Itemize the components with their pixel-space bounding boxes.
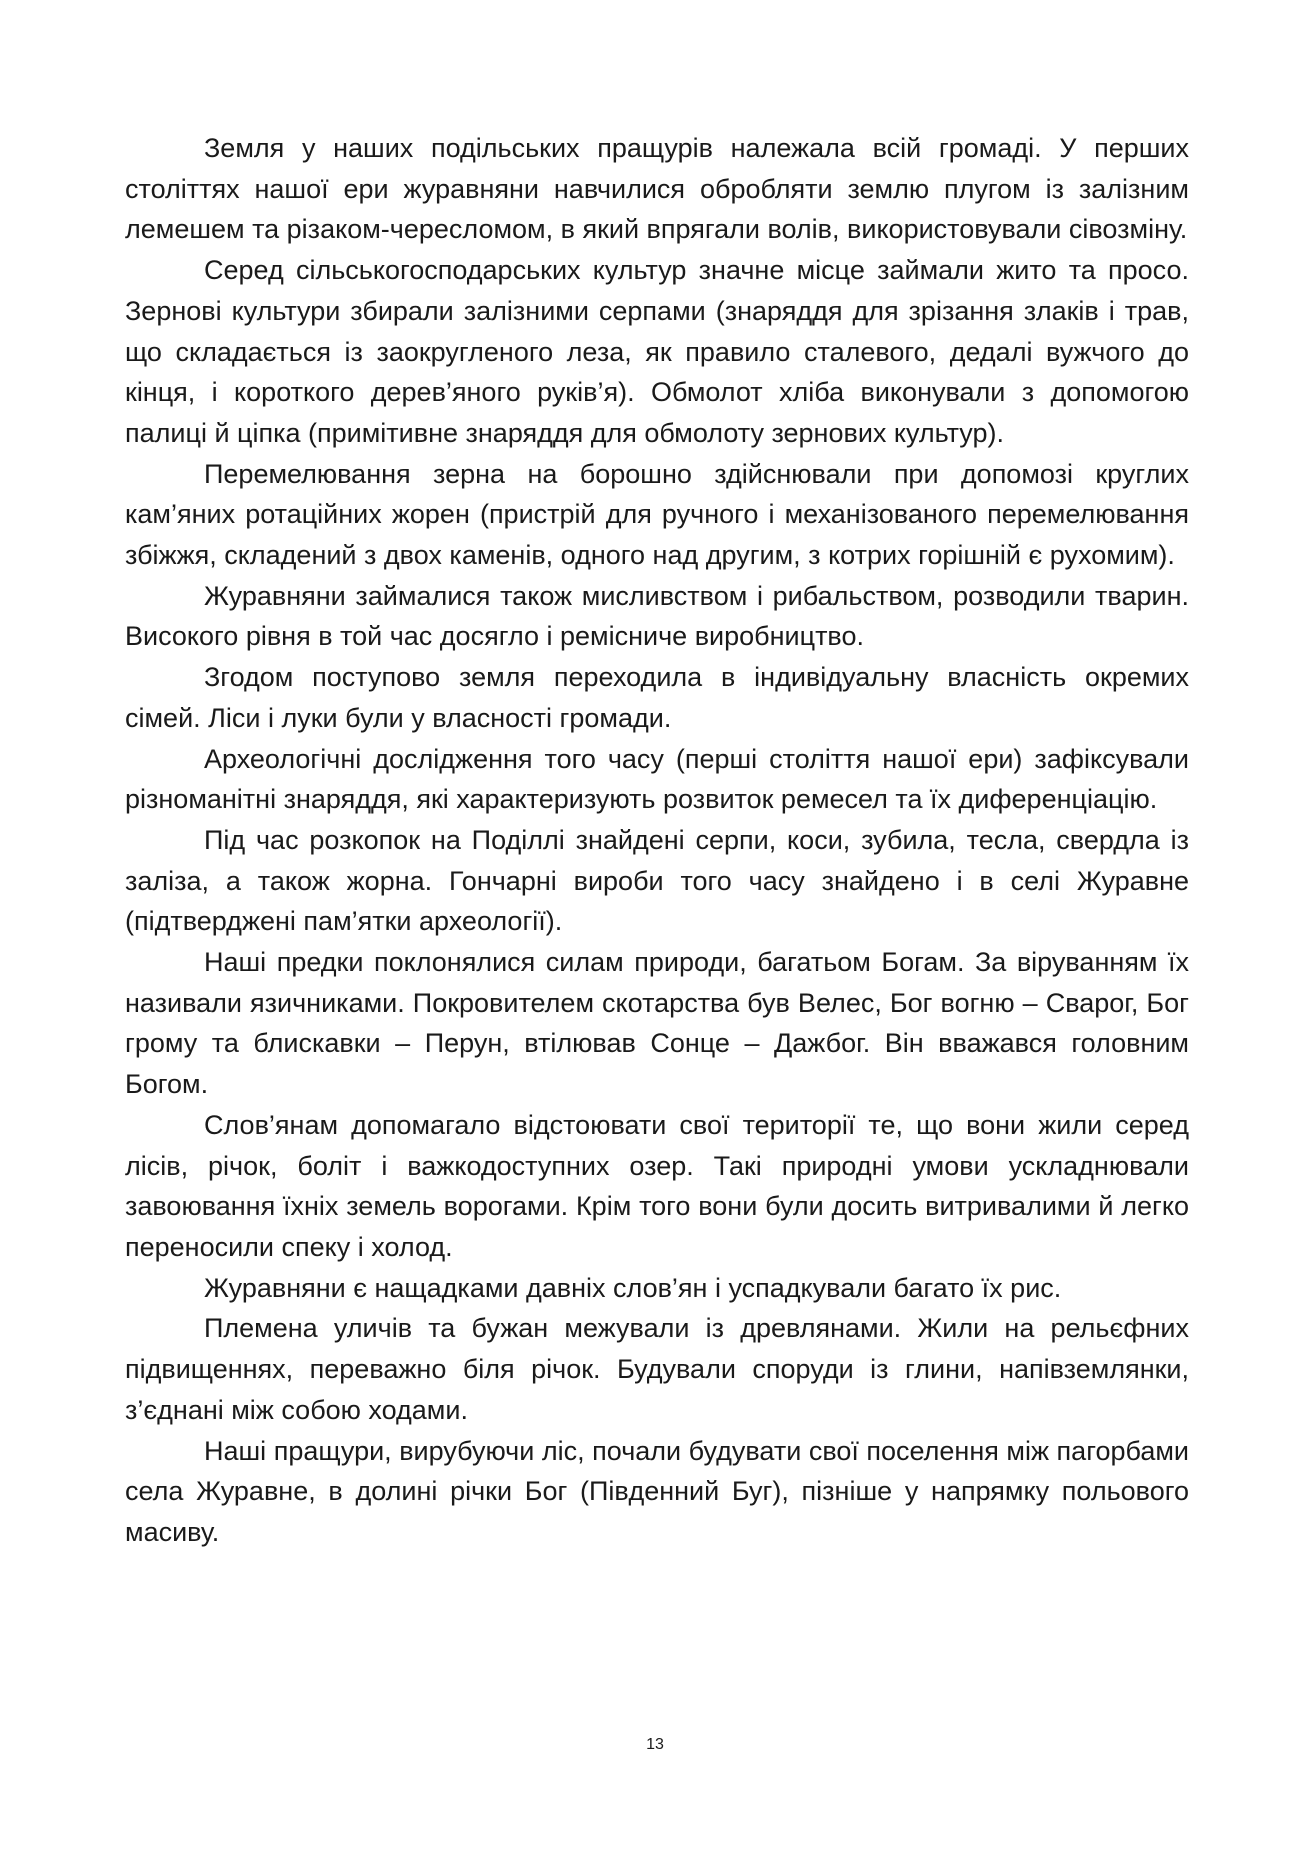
paragraph: Археологічні дослідження того часу (перші століття нашої ери) зафіксували різноманітні знаряддя, які характеризують розвиток ремесел та їх диференціацію. bbox=[125, 743, 1189, 815]
paragraph: Наші предки поклонялися силам природи, багатьом Богам. За віруванням їх називали язичниками. Покровителем скотарства був Велес, Бог вогню – Сварог, Бог грому та блискавки – Перун, втілював Сонце – Дажбог. Він вважався головним Богом. bbox=[125, 947, 1189, 1100]
paragraph: Наші пращури, вирубуючи ліс, почали будувати свої поселення між пагорбами села Журавне, в долині річки Бог (Південний Буг), пізніше у напрямку польового масиву. bbox=[125, 1435, 1189, 1547]
paragraph: Журавняни є нащадками давніх слов’ян і успадкували багато їх рис. bbox=[204, 1272, 1062, 1303]
paragraph: Журавняни займалися також мисливством і рибальством, розводили тварин. Високого рівня в той час досягло і ремісниче виробництво. bbox=[125, 580, 1189, 652]
paragraph: Перемелювання зерна на борошно здійснювали при допомозі круглих кам’яних ротаційних жорен (пристрій для ручного і механізованого перемелювання збіжжя, складений з двох каменів, одного над другим, з котрих горішній є рухомим). bbox=[125, 458, 1189, 571]
page-number: 13 bbox=[646, 1736, 664, 1753]
paragraph: Під час розкопок на Поділлі знайдені серпи, коси, зубила, тесла, свердла із заліза, а також жорна. Гончарні вироби того часу знайдено і в селі Журавне (підтверджені пам’ятки археології). bbox=[125, 824, 1189, 937]
paragraph: Земля у наших подільських пращурів належала всій громаді. У перших століттях нашої ери журавняни навчилися обробляти землю плугом із залізним лемешем та різаком-чересломом, в який впрягали волів, використовували сівозміну. bbox=[125, 133, 1189, 245]
document-body bbox=[125, 128, 1189, 1553]
paragraph: Згодом поступово земля переходила в індивідуальну власність окремих сімей. Ліси і луки були у власності громади. bbox=[125, 662, 1189, 733]
paragraph: Слов’янам допомагало відстоювати свої території те, що вони жили серед лісів, річок, боліт і важкодоступних озер. Такі природні умови ускладнювали завоювання їхніх земель ворогами. Крім того вони були досить витривалими й легко переносили спеку і холод. bbox=[125, 1109, 1189, 1262]
paragraph: Серед сільськогосподарських культур значне місце займали жито та просо. Зернові культури збирали залізними серпами (знаряддя для зрізання злаків і трав, що складається із заокругленого леза, як правило сталевого, дедалі вужчого до кінця, і короткого дерев’яного руків’я). Обмолот хліба виконували з допомогою палиці й ціпка (примітивне знаряддя для обмолоту зернових культур). bbox=[125, 255, 1189, 448]
paragraph: Племена уличів та бужан межували із древлянами. Жили на рельєфних підвищеннях, переважно біля річок. Будували споруди із глини, напівземлянки, з’єднані між собою ходами. bbox=[125, 1313, 1189, 1425]
